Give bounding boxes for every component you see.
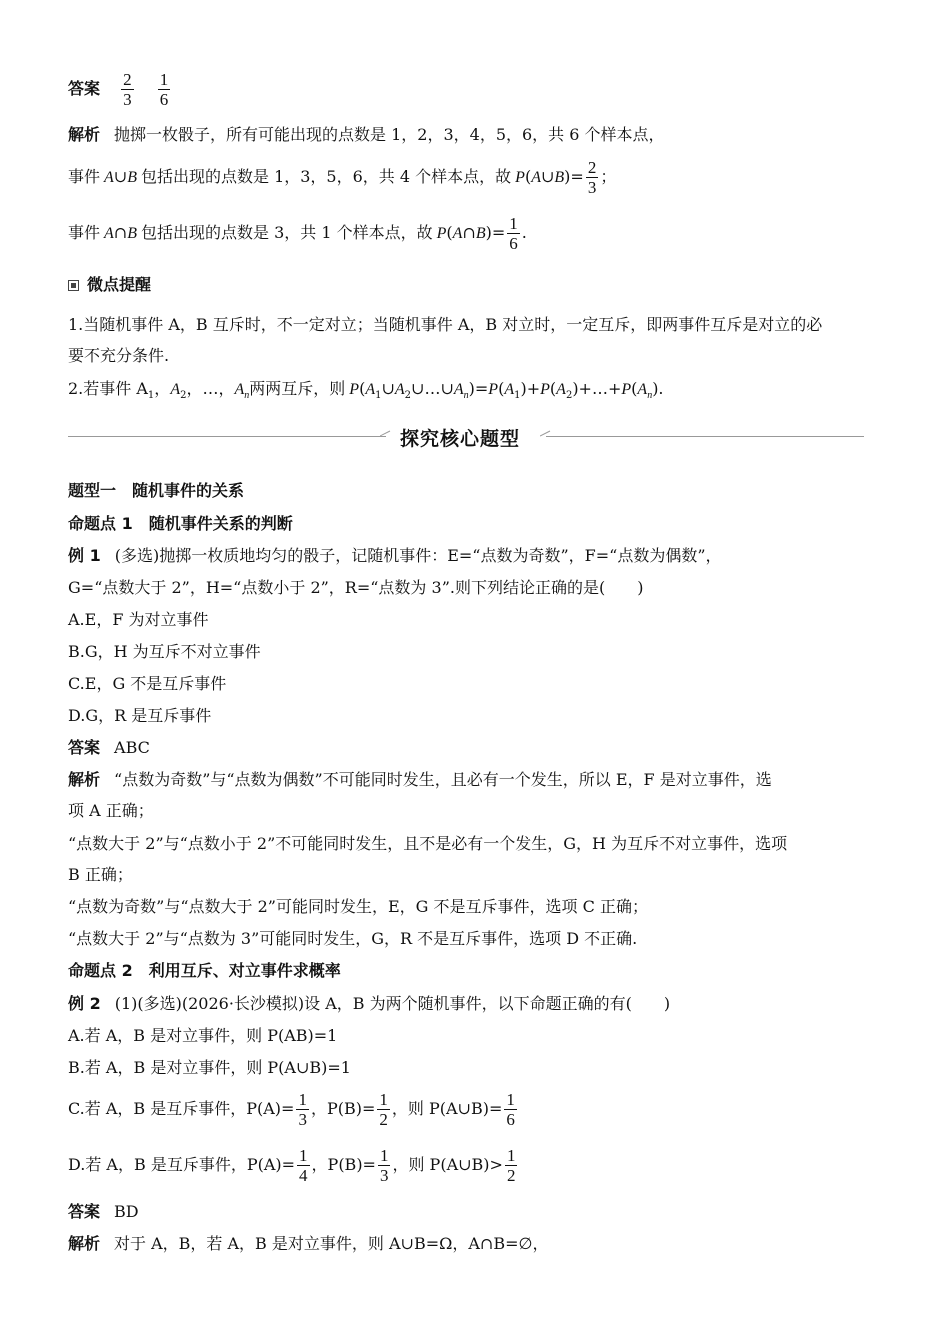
example-1-option-a: A.E，F 为对立事件 — [68, 610, 209, 629]
analysis-label: 解析 — [68, 125, 101, 144]
fraction: $\frac{1}{3}$ — [379, 1146, 389, 1185]
tip-line-1: 1.当随机事件 A，B 互斥时，不一定对立；当随机事件 A，B 对立时，一定互斥，即两事件互斥是对立的必 — [68, 315, 823, 334]
example-1-analysis-6: “点数大于 2”与“点数为 3”可能同时发生，G，R 不是互斥事件，选项 D 不正确. — [68, 929, 638, 948]
fraction: $\frac{2}{3}$ — [587, 158, 597, 197]
analysis-1-line-3: 事件 A∩B 包括出现的点数是 3，共 1 个样本点，故 P(A∩B)= $\frac{1}{6}$ . — [68, 214, 527, 253]
tip-line-2: 要不充分条件. — [68, 346, 170, 365]
fraction: $\frac{1}{2}$ — [506, 1146, 516, 1185]
example-2-stem: 例 2 (1)(多选)(2026·长沙模拟)设 A，B 为两个随机事件，以下命题正确的有( ) — [68, 994, 671, 1013]
prop-1-title: 命题点 1 随机事件关系的判断 — [68, 514, 293, 533]
example-2-option-b: B.若 A，B 是对立事件，则 P(A∪B)=1 — [68, 1058, 351, 1077]
example-2-option-d: D.若 A，B 是互斥事件，P(A)= $\frac{1}{4}$ ，P(B)= $\frac{1}{3}$ ，则 P(A∪B)> $\frac{1}{2}$ — [68, 1146, 516, 1185]
example-1-analysis-4: B 正确； — [68, 865, 133, 884]
answer-label: 答案 — [68, 79, 101, 98]
example-1-analysis-3: “点数大于 2”与“点数小于 2”不可能同时发生，且不是必有一个发生，G，H 为互斥不对立事件，选项 — [68, 834, 788, 853]
example-1-answer: 答案 ABC — [68, 738, 150, 757]
rule-arrow-left — [380, 430, 392, 442]
fraction: $\frac{1}{6}$ — [159, 70, 169, 109]
section-rule-right — [546, 436, 864, 437]
analysis-1-line-1: 解析 抛掷一枚骰子，所有可能出现的点数是 1，2，3，4，5，6，共 6 个样本点， — [68, 125, 665, 144]
example-2-analysis: 解析 对于 A，B，若 A，B 是对立事件，则 A∪B=Ω，A∩B=∅， — [68, 1234, 549, 1253]
fraction: $\frac{1}{4}$ — [299, 1146, 308, 1185]
section-title: 探究核心题型 — [400, 428, 521, 450]
answer-1-line — [68, 70, 172, 109]
prop-2-title: 命题点 2 利用互斥、对立事件求概率 — [68, 961, 341, 980]
note-icon — [68, 280, 79, 291]
example-2-answer: 答案 BD — [68, 1202, 139, 1221]
fraction: $\frac{1}{6}$ — [506, 1090, 515, 1129]
analysis-1-line-2: 事件 A∪B 包括出现的点数是 1，3，5，6，共 4 个样本点，故 P(A∪B)= $\frac{2}{3}$ ； — [68, 158, 617, 197]
example-2-option-c: C.若 A，B 是互斥事件，P(A)= $\frac{1}{3}$ ，P(B)= $\frac{1}{2}$ ，则 P(A∪B)= $\frac{1}{6}$ — [68, 1090, 515, 1129]
fraction: $\frac{1}{3}$ — [298, 1090, 307, 1129]
example-1-option-c: C.E，G 不是互斥事件 — [68, 674, 227, 693]
example-1-analysis-1: 解析 “点数为奇数”与“点数为偶数”不可能同时发生，且必有一个发生，所以 E，F 是对立事件，选 — [68, 770, 772, 789]
tip-line-3: 2.若事件 $A_1$，$A_2$，…，$A_n$两两互斥，则 $P(A_1\cup A_2\cup\dots\cup A_n)=P(A_1)+P(A_2)+\dots+P(A_n)$. — [68, 379, 664, 402]
type-1-title: 题型一 随机事件的关系 — [68, 481, 245, 500]
example-1-option-b: B.G，H 为互斥不对立事件 — [68, 642, 261, 661]
fraction: $\frac{1}{6}$ — [509, 214, 518, 253]
example-2-option-a: A.若 A，B 是对立事件，则 P(AB)=1 — [68, 1026, 338, 1045]
section-rule-left — [68, 436, 386, 437]
example-1-stem-1: 例 1 (多选)抛掷一枚质地均匀的骰子，记随机事件：E=“点数为奇数”，F=“点数为偶数”， — [68, 546, 722, 565]
example-1-analysis-2: 项 A 正确； — [68, 801, 154, 820]
fraction: $\frac{1}{2}$ — [379, 1090, 388, 1129]
example-1-analysis-5: “点数为奇数”与“点数大于 2”可能同时发生，E，G 不是互斥事件，选项 C 正确； — [68, 897, 648, 916]
tip-heading: 微点提醒 — [68, 274, 151, 296]
fraction: $\frac{2}{3}$ — [123, 70, 132, 109]
example-1-option-d: D.G，R 是互斥事件 — [68, 706, 212, 725]
example-1-stem-2: G=“点数大于 2”，H=“点数小于 2”，R=“点数为 3”.则下列结论正确的是( ) — [68, 578, 644, 597]
